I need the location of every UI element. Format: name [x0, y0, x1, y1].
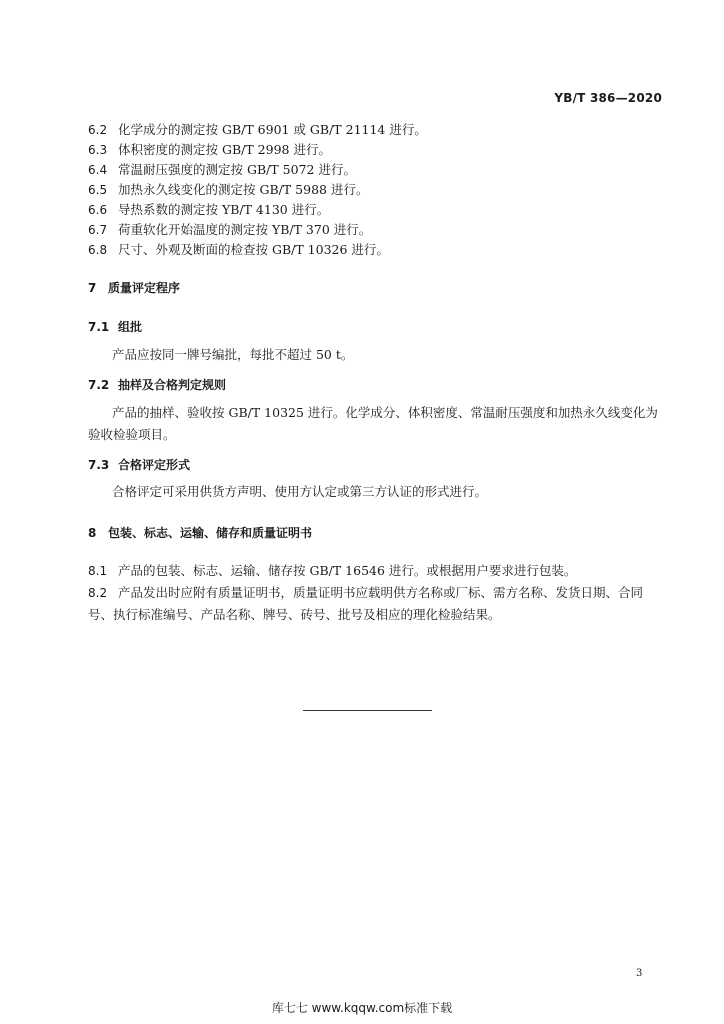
section-7-3-heading: [88, 456, 190, 474]
clause-text: 荷重软化开始温度的测定按 YB/T 370 进行。: [118, 222, 372, 237]
section-number: 7.1: [88, 320, 110, 334]
section-7-1-body: 产品应按同一牌号编批，每批不超过 50 t。: [112, 347, 354, 362]
section-title: 质量评定程序: [108, 281, 181, 295]
standard-code-header: YB/T 386—2020: [554, 91, 662, 105]
clause-8-2: [88, 582, 660, 626]
clause-6-2: [88, 121, 427, 139]
clause-number: 8.1: [88, 564, 108, 578]
clause-text: 导热系数的测定按 YB/T 4130 进行。: [118, 202, 330, 217]
section-7-heading: [88, 279, 180, 297]
clause-number: 6.4: [88, 163, 108, 177]
clause-number: 8.2: [88, 586, 108, 600]
clause-text: 加热永久线变化的测定按 GB/T 5988 进行。: [118, 182, 369, 197]
clause-text: 体积密度的测定按 GB/T 2998 进行。: [118, 142, 331, 157]
clause-text: 产品发出时应附有质量证明书，质量证明书应载明供方名称或厂标、需方名称、发货日期、合同号、执行标准编号、产品名称、牌号、砖号、批号及相应的理化检验结果。: [88, 585, 644, 622]
clause-text: 尺寸、外观及断面的检查按 GB/T 10326 进行。: [118, 242, 389, 257]
clause-6-4: [88, 161, 356, 179]
section-title: 合格评定形式: [118, 458, 191, 472]
clause-number: 6.2: [88, 123, 108, 137]
section-number: 7: [88, 281, 97, 295]
clause-6-5: [88, 181, 368, 199]
section-number: 7.2: [88, 378, 110, 392]
section-number: 8: [88, 526, 97, 540]
clause-6-3: [88, 141, 331, 159]
section-7-2-body: 产品的抽样、验收按 GB/T 10325 进行。化学成分、体积密度、常温耐压强度和加热永久线变化为验收检验项目。: [88, 405, 658, 442]
clause-8-1: [88, 560, 660, 582]
clause-number: 6.6: [88, 203, 108, 217]
section-8-heading: [88, 524, 312, 542]
section-title: 包装、标志、运输、储存和质量证明书: [108, 526, 313, 540]
clause-number: 6.5: [88, 183, 108, 197]
section-title: 组批: [118, 320, 143, 334]
section-7-3-body: 合格评定可采用供货方声明、使用方认定或第三方认证的形式进行。: [112, 484, 488, 499]
footer-watermark: 库七七 www.kqqw.com标准下载: [271, 1001, 453, 1015]
section-number: 7.3: [88, 458, 110, 472]
clause-text: 产品的包装、标志、运输、储存按 GB/T 16546 进行。或根据用户要求进行包装。: [118, 563, 577, 578]
clause-number: 6.8: [88, 243, 108, 257]
page-number: 3: [636, 968, 643, 979]
end-rule: [303, 710, 432, 711]
clause-6-7: [88, 221, 371, 239]
clause-6-6: [88, 201, 329, 219]
clause-text: 化学成分的测定按 GB/T 6901 或 GB/T 21114 进行。: [118, 122, 427, 137]
clause-text: 常温耐压强度的测定按 GB/T 5072 进行。: [118, 162, 356, 177]
clause-6-8: [88, 241, 389, 259]
clause-number: 6.3: [88, 143, 108, 157]
section-title: 抽样及合格判定规则: [118, 378, 227, 392]
clause-number: 6.7: [88, 223, 108, 237]
section-7-1-heading: [88, 318, 142, 336]
section-7-2-heading: [88, 376, 226, 394]
